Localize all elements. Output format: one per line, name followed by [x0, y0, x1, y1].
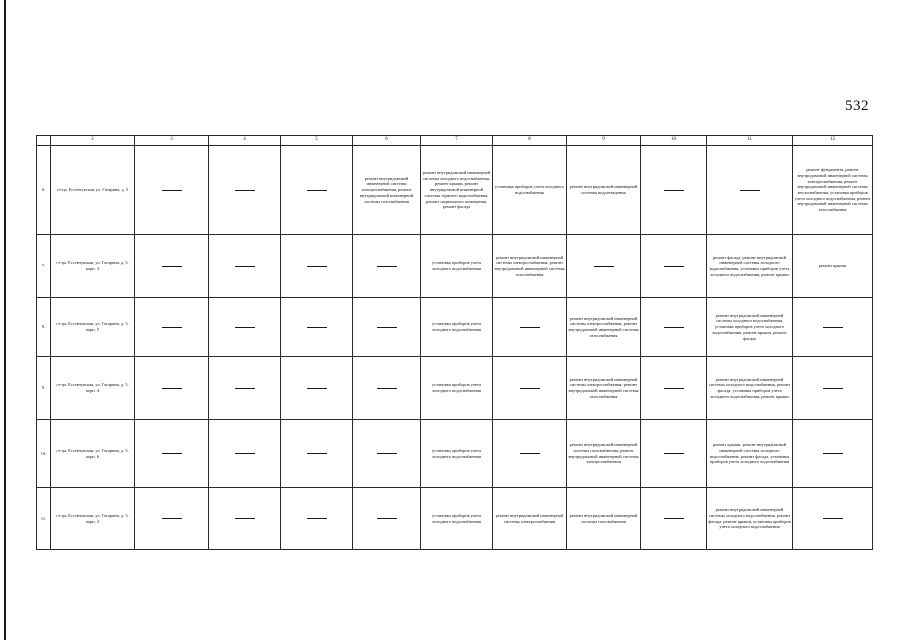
empty-dash	[162, 266, 182, 267]
column-header: 2	[51, 136, 135, 146]
work-cell	[493, 357, 567, 420]
empty-dash	[664, 518, 684, 519]
empty-dash	[235, 266, 255, 267]
work-cell: ремонт внутридомовой инженерной системы электроснабжения, ремонт внутридомовой инженерной системы газоснабжения	[567, 357, 641, 420]
work-cell	[209, 146, 281, 235]
empty-dash	[307, 327, 327, 328]
work-cell	[281, 420, 353, 488]
column-header: 7	[421, 136, 493, 146]
address-cell: ст-ца. Ессентукская, ул. Гагарина, д. 5, корп. 4	[51, 357, 135, 420]
work-cell	[281, 488, 353, 550]
empty-dash	[307, 518, 327, 519]
empty-dash	[307, 266, 327, 267]
empty-dash	[823, 453, 843, 454]
work-cell	[353, 298, 421, 357]
column-header: 4	[209, 136, 281, 146]
empty-dash	[377, 388, 397, 389]
page-number: 532	[845, 98, 869, 114]
work-cell	[209, 298, 281, 357]
row-number: 11.	[37, 488, 51, 550]
empty-dash	[307, 453, 327, 454]
row-number: 6.	[37, 146, 51, 235]
empty-dash	[520, 453, 540, 454]
work-cell: ремонт внутридомовой инженерной системы электроснабжения	[493, 488, 567, 550]
work-cell	[793, 298, 873, 357]
work-cell	[793, 488, 873, 550]
work-cell	[567, 235, 641, 298]
work-cell: ремонт внутридомовой инженерной системы холодного водоснабжения, ремонт крыши, ремонт внутридомовой инженерной системы горячего водоснабжения, ремонт подвального помещения, ремонт фасада	[421, 146, 493, 235]
work-cell: ремонт внутридомовой инженерной системы электроснабжения, ремонт внутридомовой инженерной системы газоснабжения	[493, 235, 567, 298]
work-cell	[135, 146, 209, 235]
work-cell	[707, 146, 793, 235]
work-cell	[135, 357, 209, 420]
address-cell: ст-ца. Ессентукская, ул. Гагарина, д. 5, корп. 6	[51, 420, 135, 488]
header-row	[37, 136, 873, 146]
address-cell: ст-ца. Ессентукская, ул. Гагарина, д. 5	[51, 146, 135, 235]
work-cell	[353, 420, 421, 488]
empty-dash	[162, 327, 182, 328]
empty-dash	[162, 190, 182, 191]
work-cell	[281, 298, 353, 357]
work-cell: установка приборов учета холодного водоснабжения	[421, 235, 493, 298]
empty-dash	[664, 453, 684, 454]
work-cell	[135, 298, 209, 357]
work-cell: ремонт крыши	[793, 235, 873, 298]
empty-dash	[377, 453, 397, 454]
work-cell: ремонт крыши, ремонт внутридомовой инженерной системы холодного водоснабжения, ремонт фасада, установка приборов учета холодного водоснабжения	[707, 420, 793, 488]
work-cell	[641, 420, 707, 488]
address-cell: ст-ца. Ессентукская, ул. Гагарина, д. 5, корп. 3	[51, 235, 135, 298]
work-cell	[641, 146, 707, 235]
column-header: 9	[567, 136, 641, 146]
table-row	[37, 420, 873, 488]
left-margin-line	[4, 0, 6, 640]
empty-dash	[377, 518, 397, 519]
row-number: 10.	[37, 420, 51, 488]
work-cell	[135, 235, 209, 298]
column-header: 3	[135, 136, 209, 146]
work-cell	[641, 357, 707, 420]
table-row	[37, 146, 873, 235]
table-row	[37, 488, 873, 550]
work-cell: установка приборов учета холодного водоснабжения	[421, 420, 493, 488]
row-number: 8.	[37, 298, 51, 357]
empty-dash	[235, 388, 255, 389]
empty-dash	[594, 266, 614, 267]
work-cell	[641, 488, 707, 550]
empty-dash	[377, 266, 397, 267]
address-cell: ст-ца. Ессентукская, ул. Гагарина, д. 5, корп. 5	[51, 298, 135, 357]
work-cell: установка приборов учета холодного водоснабжения	[493, 146, 567, 235]
empty-dash	[235, 190, 255, 191]
work-cell	[281, 357, 353, 420]
work-cell	[281, 146, 353, 235]
empty-dash	[307, 190, 327, 191]
empty-dash	[664, 190, 684, 191]
empty-dash	[823, 327, 843, 328]
work-cell: ремонт фундамента, ремонт внутридомовой инженерной системы электроснабжения, ремонт внутридомовой инженерной системы теплоснабжения, установка приборов учета холодного водоснабжения, ремонт внутридомовой инженерной системы газоснабжения	[793, 146, 873, 235]
work-cell	[209, 235, 281, 298]
empty-dash	[162, 388, 182, 389]
table-row	[37, 298, 873, 357]
empty-dash	[235, 327, 255, 328]
column-header: 5	[281, 136, 353, 146]
empty-dash	[664, 388, 684, 389]
work-cell: ремонт внутридомовой инженерной системы электроснабжения, ремонт внутридомовой инженерной системы газоснабжения	[567, 298, 641, 357]
work-cell: ремонт внутридомовой инженерной системы водоотведения	[567, 146, 641, 235]
empty-dash	[235, 453, 255, 454]
work-cell: ремонт внутридомовой инженерной системы газоснабжения, ремонт внутридомовой инженерной системы электроснабжения	[567, 420, 641, 488]
empty-dash	[664, 327, 684, 328]
empty-dash	[520, 388, 540, 389]
work-cell: установка приборов учета холодного водоснабжения	[421, 488, 493, 550]
work-cell	[793, 357, 873, 420]
table-row	[37, 235, 873, 298]
work-cell: ремонт внутридомовой инженерной системы холодного водоснабжения, установка приборов учета холодного водоснабжения, ремонт крыши, ремонт фасада	[707, 298, 793, 357]
empty-dash	[823, 388, 843, 389]
row-number: 7.	[37, 235, 51, 298]
work-cell	[209, 488, 281, 550]
work-cell: ремонт внутридомовой инженерной системы холодного водоснабжения, ремонт фасада, ремонт крыши, установка приборов учета холодного водоснабжения	[707, 488, 793, 550]
work-cell	[135, 420, 209, 488]
empty-dash	[162, 518, 182, 519]
work-cell	[493, 298, 567, 357]
empty-dash	[377, 327, 397, 328]
work-cell: ремонт фасада, ремонт внутридомовой инженерной системы холодного водоснабжения, установка приборов учета холодного водоснабжения, ремонт крыши	[707, 235, 793, 298]
empty-dash	[520, 327, 540, 328]
work-cell	[209, 420, 281, 488]
empty-dash	[235, 518, 255, 519]
empty-dash	[823, 518, 843, 519]
empty-dash	[307, 388, 327, 389]
column-header: 10	[641, 136, 707, 146]
work-cell	[135, 488, 209, 550]
table-row	[37, 357, 873, 420]
work-cell	[281, 235, 353, 298]
work-cell	[209, 357, 281, 420]
work-cell	[793, 420, 873, 488]
work-cell	[353, 488, 421, 550]
work-cell	[641, 298, 707, 357]
repair-schedule-table	[36, 135, 873, 550]
column-header: 12	[793, 136, 873, 146]
header-cell-corner	[37, 136, 51, 146]
work-cell: ремонт внутридомовой инженерной системы газоснабжения	[567, 488, 641, 550]
column-header: 8	[493, 136, 567, 146]
work-cell	[353, 235, 421, 298]
work-cell: ремонт внутридомовой инженерной системы холодного водоснабжения, ремонт фасада, установка приборов учета холодного водоснабжения, ремонт крыши	[707, 357, 793, 420]
work-cell	[353, 357, 421, 420]
work-cell	[493, 420, 567, 488]
column-header: 6	[353, 136, 421, 146]
work-cell: установка приборов учета холодного водоснабжения	[421, 298, 493, 357]
empty-dash	[664, 266, 684, 267]
row-number: 9.	[37, 357, 51, 420]
empty-dash	[162, 453, 182, 454]
address-cell: ст-ца. Ессентукская, ул. Гагарина, д. 5, корп. 2	[51, 488, 135, 550]
work-cell: установка приборов учета холодного водоснабжения	[421, 357, 493, 420]
work-cell: ремонт внутридомовой инженерной системы электроснабжения, ремонт внутридомовой инженерной системы газоснабжения	[353, 146, 421, 235]
column-header: 11	[707, 136, 793, 146]
work-cell	[641, 235, 707, 298]
empty-dash	[740, 190, 760, 191]
